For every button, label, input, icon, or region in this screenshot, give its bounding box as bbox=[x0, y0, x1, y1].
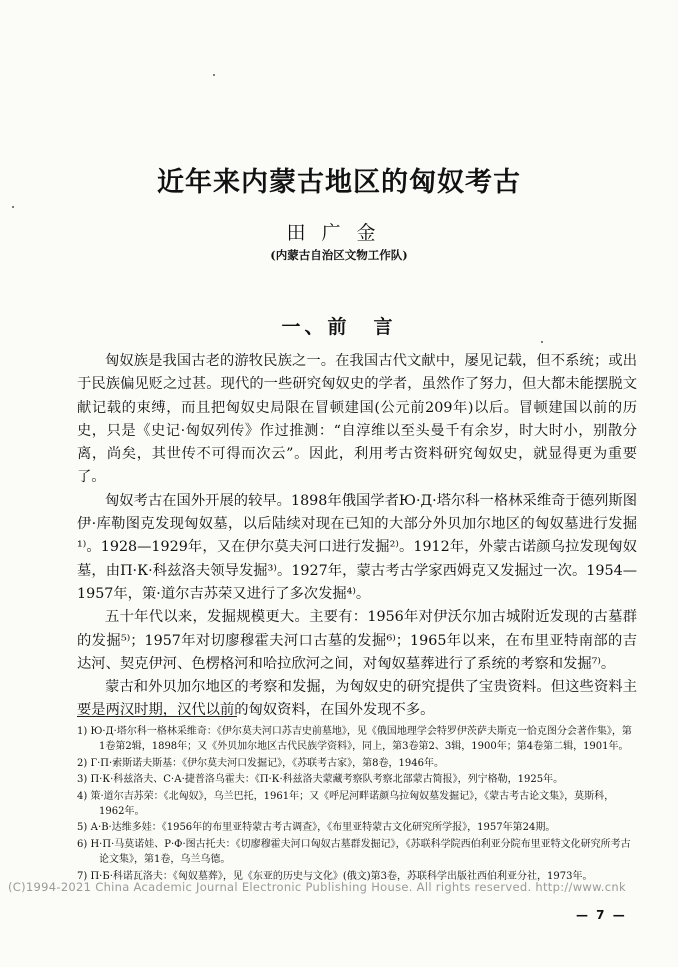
paragraph: 匈奴族是我国古老的游牧民族之一。在我国古代文献中，屡见记载，但不系统；或出于民族偏见贬之过甚。现代的一些研究匈奴史的学者，虽然作了努力，但大都未能摆脱文献记载的束缚，而且把匈奴史局限在冒顿建国(公元前209年)以后。冒顿建国以前的历史，只是《史记·匈奴列传》作过推测：“自淳维以至头曼千有余岁，时大时小，别散分离，尚矣，其世传不可得而次云”。因此，利用考古资料研究匈奴史，就显得更为重要了。 bbox=[77, 353, 637, 486]
footnote: 3) П·К·科兹洛夫、С·А·捷普洛乌霍夫：《П·К·科兹洛夫蒙藏考察队考察北部蒙古简报》，列宁格勒，1925年。 bbox=[77, 774, 564, 786]
footnotes-list bbox=[77, 724, 637, 885]
article-body bbox=[77, 350, 637, 723]
copyright-watermark: (C)1994-2021 China Academic Journal Electronic Publishing House. All rights reserved. http://www.cnk bbox=[8, 880, 626, 894]
scan-speck bbox=[213, 74, 215, 76]
author-affiliation: (内蒙古自治区文物工作队) bbox=[270, 248, 408, 262]
footnote: 4) 策·道尔吉苏荣：《北匈奴》，乌兰巴托，1961年；又《呼尼河畔诺颜乌拉匈奴墓发掘记》，《蒙古考古论文集》，莫斯科，1962年。 bbox=[77, 790, 615, 818]
footnote: 1) Ю·Д·塔尔科一格林采维奇：《伊尔莫夫河口苏吉史前墓地》，见《俄国地理学会特罗伊茨萨夫斯克一恰克图分会著作集》，第1卷第2辑，1898年；又《外贝加尔地区古代民族学资料》，同上，第3卷第2、3辑，1900年；第4卷第二辑，1901年。 bbox=[77, 726, 632, 753]
author-name: 田广金 bbox=[286, 222, 392, 244]
footnote: 5) А·В·达维多娃：《1956年的布里亚特蒙古考古调查》，《布里亚特蒙古文化研究所学报》，1957年第24期。 bbox=[77, 822, 556, 834]
footnote-divider bbox=[77, 716, 237, 717]
paragraph: 蒙古和外贝加尔地区的考察和发掘，为匈奴史的研究提供了宝贵资料。但这些资料主要是两汉时期，汉代以前的匈奴资料，在国外发现不多。 bbox=[77, 679, 637, 719]
scan-speck bbox=[541, 341, 543, 343]
article-title: 近年来内蒙古地区的匈奴考古 bbox=[157, 167, 521, 198]
page-number: — 7 — bbox=[576, 908, 627, 922]
section-heading: 一、前 言 bbox=[281, 316, 397, 338]
scan-speck bbox=[12, 206, 14, 208]
footnote: 6) Н·П·马莫诺娃、Р·Ф·图古托夫：《切廖穆霍夫河口匈奴古墓群发掘记》，《苏联科学院西伯利亚分院布里亚特文化研究所考古论文集》，第1卷，乌兰乌德。 bbox=[77, 838, 631, 866]
footnote: 7) П·Б·科诺瓦洛夫：《匈奴墓葬》，见《东亚的历史与文化》(俄文)第3卷，苏联科学出版社西伯利亚分社，1973年。 bbox=[77, 870, 593, 882]
footnote: 2) Г·П·索斯诺夫斯基：《伊尔莫夫河口发掘记》，《苏联考古家》，第8卷，1946年。 bbox=[77, 757, 444, 769]
paragraph: 匈奴考古在国外开展的较早。1898年俄国学者Ю·Д·塔尔科一格林采维奇于德列斯图伊·库勒图克发现匈奴墓，以后陆续对现在已知的大部分外贝加尔地区的匈奴墓进行发掘¹⁾。1928—1929年，又在伊尔莫夫河口进行发掘²⁾。1912年，外蒙古诺颜乌拉发现匈奴墓，由П·К·科兹洛夫领导发掘³⁾。1927年，蒙古考古学家西姆克又发掘过一次。1954—1957年，策·道尔吉苏荣又进行了多次发掘⁴⁾。 bbox=[77, 492, 637, 602]
paragraph: 五十年代以来，发掘规模更大。主要有：1956年对伊沃尔加古城附近发现的古墓群的发掘⁵⁾；1957年对切廖穆霍夫河口古墓的发掘⁶⁾；1965年以来，在布里亚特南部的吉达河、契克伊河、色楞格河和哈拉欣河之间，对匈奴墓葬进行了系统的考察和发掘⁷⁾。 bbox=[77, 609, 637, 672]
